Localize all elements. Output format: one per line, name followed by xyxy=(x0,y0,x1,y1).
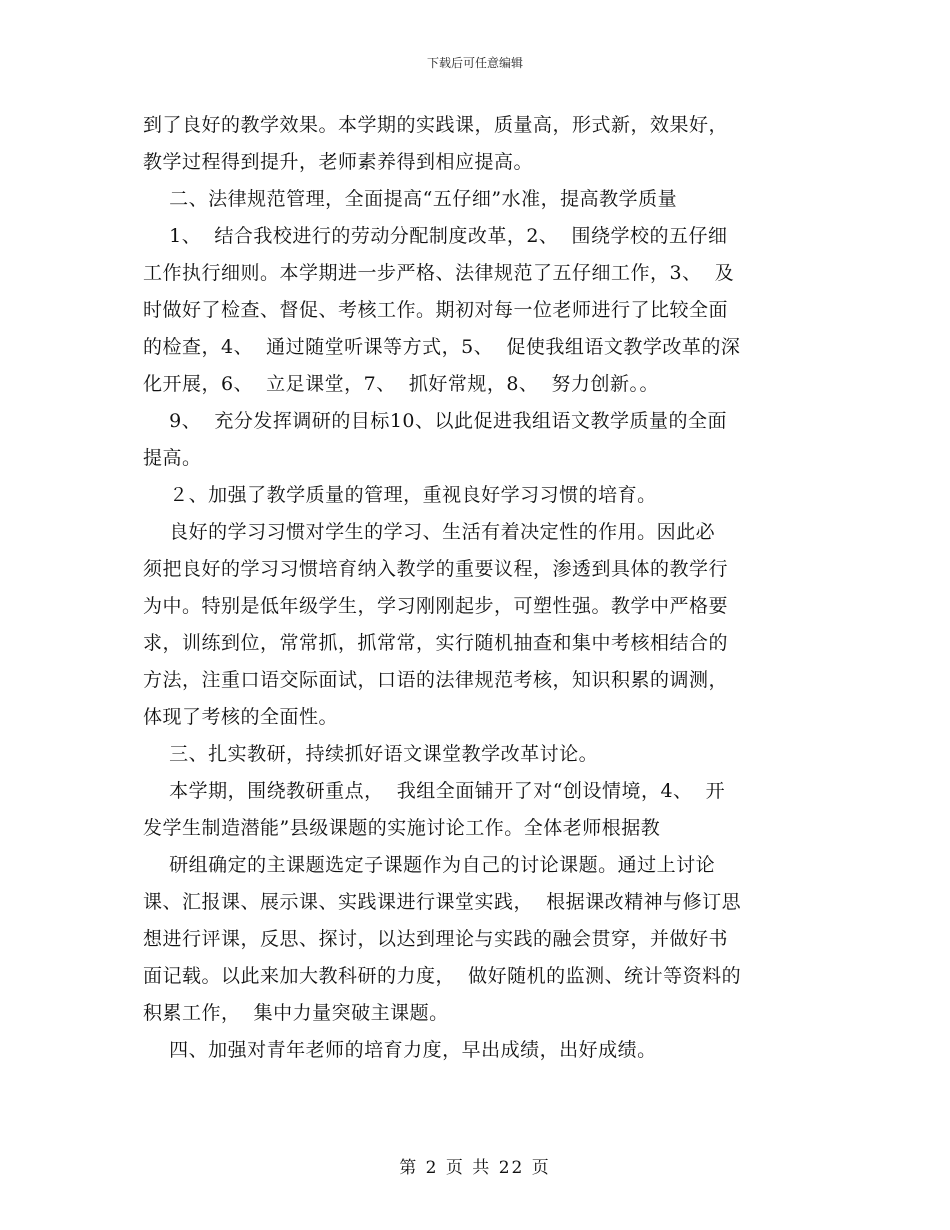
text-line: 9、 充分发挥调研的目标10、以此促进我组语文教学质量的全面 xyxy=(143,410,728,432)
text-line: 积累工作， 集中力量突破主课题。 xyxy=(143,1002,449,1024)
text-line: 为中。特别是低年级学生，学习刚刚起步，可塑性强。教学中严格要 xyxy=(143,595,729,617)
text-line: 1、 结合我校进行的劳动分配制度改革，2、 围绕学校的五仔细 xyxy=(143,225,728,247)
header-note: 下载后可任意编辑 xyxy=(426,56,523,70)
text-line: 面记载。以此来加大教科研的力度， 做好随机的监测、统计等资料的 xyxy=(143,965,742,987)
text-line: 时做好了检查、督促、考核工作。期初对每一位老师进行了比较全面 xyxy=(143,299,729,321)
text-line: 工作执行细则。本学期进一步严格、法律规范了五仔细工作，3、 及 xyxy=(143,262,735,284)
text-line: 本学期，围绕教研重点， 我组全面铺开了对“创设情境，4、 开 xyxy=(143,780,726,802)
page-number-footer: 第 2 页 共 22 页 xyxy=(399,1158,551,1178)
text-line: 方法，注重口语交际面试，口语的法律规范考核，知识积累的调测， xyxy=(143,669,729,691)
text-line: 研组确定的主课题选定子课题作为自己的讨论课题。通过上讨论 xyxy=(143,854,716,876)
text-line: 须把良好的学习习惯培育纳入教学的重要议程，渗透到具体的教学行 xyxy=(143,558,729,580)
document-body xyxy=(143,107,815,1069)
text-line: 的检查，4、 通过随堂听课等方式，5、 促使我组语文教学改革的深 xyxy=(143,336,741,358)
text-line: 体现了考核的全面性。 xyxy=(143,706,339,728)
section-heading: 四、加强对青年老师的培育力度，早出成绩，出好成绩。 xyxy=(143,1039,657,1061)
text-line: 化开展，6、 立足课堂，7、 抓好常规，8、 努力创新。。 xyxy=(143,373,660,395)
text-line: 求，训练到位，常常抓，抓常常，实行随机抽查和集中考核相结合的 xyxy=(143,632,729,654)
text-line: 想进行评课，反思、探讨，以达到理论与实践的融会贯穿，并做好书 xyxy=(143,928,729,950)
text-line: 教学过程得到提升，老师素养得到相应提高。 xyxy=(143,151,534,173)
text-line: 良好的学习习惯对学生的学习、生活有着决定性的作用。因此必 xyxy=(143,521,716,543)
text-line: 发学生制造潜能”县级课题的实施讨论工作。全体老师根据教 xyxy=(143,817,661,839)
section-heading: 二、法律规范管理，全面提高“五仔细”水准，提高教学质量 xyxy=(143,188,678,210)
text-line: 提高。 xyxy=(143,447,202,469)
section-heading: ２、加强了教学质量的管理，重视良好学习习惯的培育。 xyxy=(143,484,657,506)
section-heading: 三、扎实教研，持续抓好语文课堂教学改革讨论。 xyxy=(143,743,599,765)
text-line: 到了良好的教学效果。本学期的实践课，质量高，形式新，效果好， xyxy=(143,114,729,136)
text-line: 课、汇报课、展示课、实践课进行课堂实践， 根据课改精神与修订思 xyxy=(143,891,742,913)
